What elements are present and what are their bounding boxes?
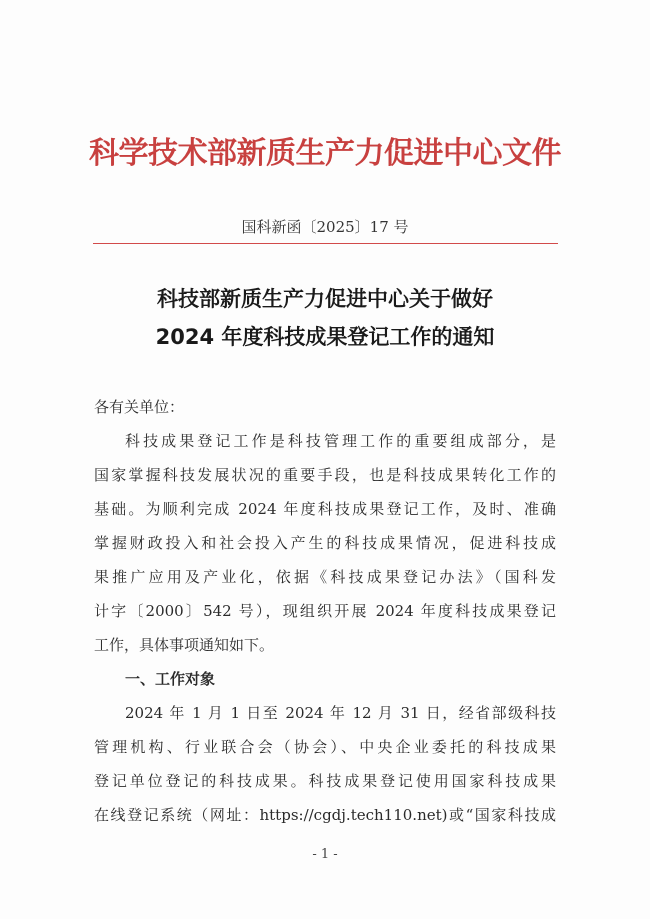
- paragraph-line: 国家掌握科技发展状况的重要手段，也是科技成果转化工作的: [94, 466, 556, 484]
- salutation: 各有关单位：: [94, 398, 185, 416]
- paragraph-line: 在线登记系统（网址：https://cgdj.tech110.net)或“国家科技成: [94, 806, 556, 824]
- paragraph-line: 管理机构、行业联合会（协会）、中央企业委托的科技成果: [94, 738, 556, 756]
- paragraph-1: [94, 424, 556, 662]
- paragraph-line: 计字〔2000〕542 号），现组织开展 2024 年度科技成果登记: [94, 602, 556, 620]
- notice-title-line-1: 科技部新质生产力促进中心关于做好: [157, 287, 493, 311]
- paragraph-line: 登记单位登记的科技成果。科技成果登记使用国家科技成果: [94, 772, 556, 790]
- notice-body: [94, 390, 556, 832]
- notice-title-line-2: 2024 年度科技成果登记工作的通知: [155, 325, 495, 349]
- notice-title: [0, 280, 650, 356]
- paragraph-line: 2024 年 1 月 1 日至 2024 年 12 月 31 日，经省部级科技: [125, 704, 556, 722]
- paragraph-line: 掌握财政投入和社会投入产生的科技成果情况，促进科技成: [94, 534, 556, 552]
- page-number: - 1 -: [312, 847, 338, 862]
- document-number: 国科新函〔2025〕17 号: [241, 218, 409, 236]
- paragraph-line: 果推广应用及产业化，依据《科技成果登记办法》（国科发: [94, 568, 556, 586]
- paragraph-line: 工作，具体事项通知如下。: [94, 636, 275, 654]
- header-divider: [93, 243, 558, 244]
- paragraph-line: 科技成果登记工作是科技管理工作的重要组成部分，是: [125, 432, 556, 450]
- document-header-title: 科学技术部新质生产力促进中心文件: [89, 136, 561, 171]
- paragraph-line: 基础。为顺利完成 2024 年度科技成果登记工作，及时、准确: [94, 500, 556, 518]
- section-heading-1: 一、工作对象: [125, 670, 216, 688]
- paragraph-2: [94, 696, 556, 832]
